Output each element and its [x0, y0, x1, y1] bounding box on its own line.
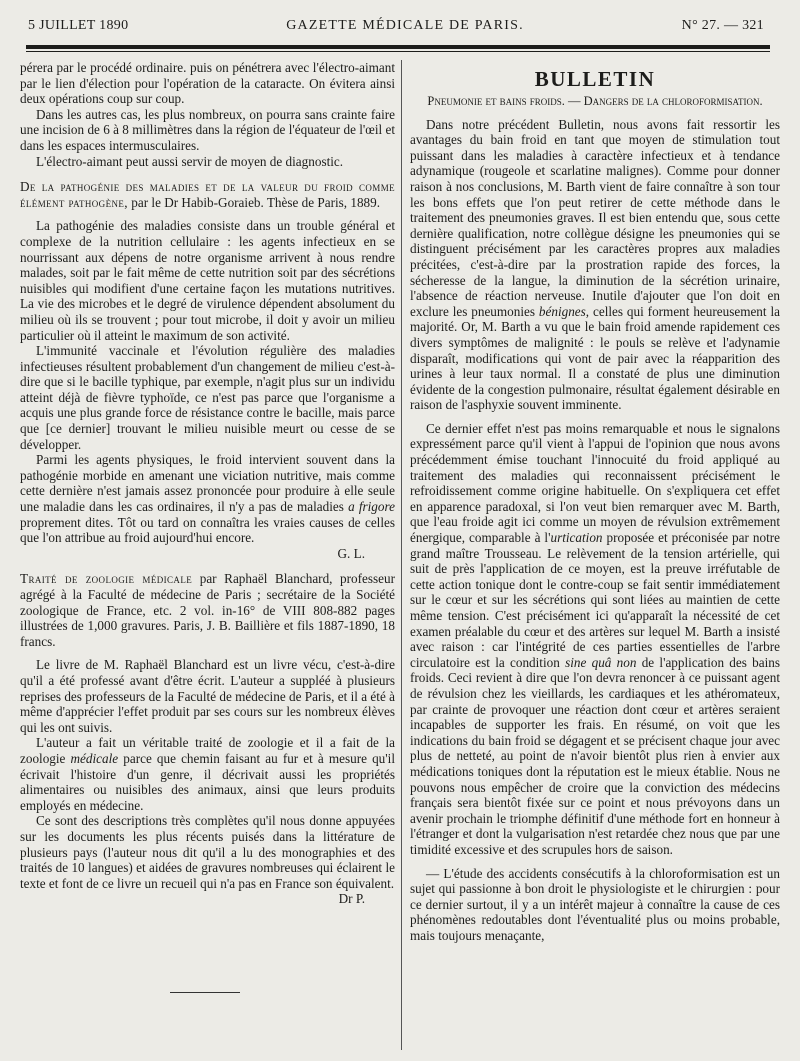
review-title: Traité de zoologie médicale: [20, 571, 193, 587]
italic-term: bénignes: [538, 303, 586, 319]
review-heading: [20, 571, 395, 649]
text-run: proprement dites. Tôt ou tard on connaîtra les vraies causes de celles que l'on attribue au froid aujourd'hui encore.: [20, 514, 395, 546]
end-rule: [170, 992, 240, 993]
page-header: [28, 18, 764, 42]
paragraph: [410, 117, 780, 413]
text-run: de l'application des bains froids. Ceci revient à dire que l'on devra renoncer à ce puissant agent de révulsion chez les vieillards, les cardiaques et les athéromateux, par crainte de provoquer une réaction dont cœur et artères seraient incapables de supporter les frais. En résumé, on voit que les indications du bain froid se dégagent et se précisent chaque jour avec plus de netteté, au point de n'avoir bientôt plus rien à envier aux médications toniques dont la réputation est le mieux établie. Nous ne pouvons nous empêcher de croire que la conviction des médecins français sera bientôt fixée sur ce point et nous prévoyons dans un avenir prochain le triomphe définitif d'une méthode fort en honneur à l'étranger et dont la vulgarisation n'est retardée chez nous que par une timidité excessive et des scrupules hors de saison.: [410, 654, 780, 857]
journal-title: GAZETTE MÉDICALE DE PARIS.: [286, 18, 524, 33]
text-run: parce que chemin faisant au fur et à mesure qu'il écrivait l'histoire d'un genre, il décrivait aussi les propriétés alimentaires ou nuisibles des animaux, ainsi que leurs produits employés en médecine.: [20, 750, 395, 813]
paragraph: [410, 421, 780, 858]
column-divider: [401, 60, 402, 1050]
italic-term: a frigore: [348, 499, 395, 515]
signature: G. L.: [337, 545, 365, 561]
paragraph: La pathogénie des maladies consiste dans un trouble général et complexe de la nutrition cellulaire : les agents infectieux en se nourrissant aux dépens de notre organisme arrivent à nous rendre malades, soit par le fait même de cette nutrition soit par des sécrétions nuisibles qui modifient d'une certaine façon les mutations nutritives. La vie des microbes et le degré de virulence dépendent absolument du milieu où ils se trouvent ; pour tout microbe, il doit y avoir un milieu particulier où il atteint le maximum de son activité.: [20, 218, 395, 343]
page-number: N° 27. — 321: [681, 18, 764, 33]
paragraph: Dans les autres cas, les plus nombreux, on pourra sans crainte faire une incision de 6 à 8 millimètres dans la région de l'équateur de l'œil et dans les espaces intermusculaires.: [20, 106, 395, 153]
issue-date: 5 JUILLET 1890: [28, 18, 129, 33]
text-run: Dans notre précédent Bulletin, nous avons fait ressortir les avantages du bain froid en tant que moyen de stimulation tout puissant dans les maladies à caractère infectieux et à tendance adynamique (rougeole et scarlatine malignes). Comme pour donner raison à nos conclusions, M. Barth vient de faire connaître à son tour les bons effets que l'on peut retirer de cette méthode dans le traitement des pneumonies graves. Il est bien entendu que, sous cette dernière qualification, notre collègue désigne les pneumonies qui se distinguent précisément par les caractères propres aux maladies précitées, c'est-à-dire par la prostration rapide des forces, la sécheresse de la langue, la diminution de la sécrétion urinaire, l'absence de réaction nerveuse. Inutile d'ajouter que l'on doit en exclure les pneumonies: [410, 116, 780, 319]
header-thin-rule: [26, 51, 770, 52]
text-run: L'auteur a fait un véritable traité de zoologie et il a fait de la zoologie: [20, 735, 395, 766]
signature: Dr P.: [338, 891, 365, 907]
review-citation: par le Dr Habib-Goraieb. Thèse de Paris, 1889.: [127, 194, 381, 210]
paragraph: Ce sont des descriptions très complètes qu'il nous donne appuyées sur les documents les plus récents puisés dans la littérature de plusieurs pays (l'auteur nous dit qu'il a lu des monographies et des traités de 10 langues) et aidées de gravures nombreuses qui éclairent le texte et font de ce livre un recueil qui n'a pas en France son équivalent.: [20, 813, 395, 891]
header-thick-rule: [26, 45, 770, 49]
bulletin-subheading: Pneumonie et bains froids. — Dangers de la chloroformisation.: [427, 93, 763, 108]
paragraph: L'électro-aimant peut aussi servir de moyen de diagnostic.: [36, 153, 344, 169]
left-column: [20, 60, 395, 907]
bulletin-heading: BULLETIN: [534, 67, 656, 91]
paragraph: L'immunité vaccinale et l'évolution régulière des maladies infectieuses résultent probablement d'un changement de milieu c'est-à-dire que si le bacille typhique, par exemple, n'agit plus sur un individu atteint déjà de fièvre typhoïde, ce n'est pas parce que l'organisme a acquis une plus grande force de résistance contre le bacille, mais parce que [ce dernier] trouvant le milieu nuisible meurt ou cesse de se développer.: [20, 343, 395, 452]
review-title: De la pathogénie des maladies et de la valeur du froid comme élément pathogène,: [20, 179, 395, 210]
italic-term: sine quâ non: [565, 654, 637, 670]
paragraph: [20, 452, 395, 546]
review-citation: par Raphaël Blanchard, professeur agrégé à la Faculté de médecine de Paris ; secrétaire de la Société zoologique de France, etc. 2 vol. in-16° de VIII 808-882 pages illustrées de 1,000 gravures. Paris, J. B. Baillière et fils 1887-1890, 18 francs.: [20, 571, 395, 649]
paragraph: — L'étude des accidents consécutifs à la chloroformisation est un sujet qui passionne à bon droit le physiologiste et le chirurgien : pour ce dernier surtout, il y a un intérêt majeur à connaître la cause de ces phénomènes redoutables dont l'éventualité plus ou moins probable, mais toujours menaçante,: [410, 865, 780, 943]
italic-term: urtication: [550, 530, 603, 546]
italic-term: médicale: [70, 750, 119, 766]
text-run: Parmi les agents physiques, le froid intervient souvent dans la pathogénie morbide en amenant une viciation nutritive, mais comme cette dernière n'est jamais assez prononcée pour produire à elle seule une maladie dans les cas ordinaires, il n'y a pas de maladies: [20, 452, 395, 515]
text-run: proposée et préconisée par notre grand maître Trousseau. Le relèvement de la tension artérielle, qui suit de près l'application de ce moyen, est la preuve irréfutable de cette action tonique dont le contre-coup se fait sentir immédiatement sur le cœur et sur les sécrétions qui sont liées au maintien de cette même tension. C'est précisément ici qu'apparaît la nécessité de cet examen préalable du cœur et des artères sur lequel M. Barth a insisté avec raison : car l'intégrité de ces parties essentielles de l'arbre circulatoire est la condition: [410, 530, 780, 670]
text-run: Ce dernier effet n'est pas moins remarquable et nous le signalons expressément parce qu'il vient à l'appui de l'opinion que nous avons précédemment émise touchant l'innocuité du froid appliqué au traitement des maladies qui reconnaissent précisément le refroidissement comme origine habituelle. On s'expliquera cet effet en apparence paradoxal, si l'on veut bien remarquer avec M. Barth, que l'eau froide agit ici comme un moyen de révulsion extrêmement énergique, comparable à l': [410, 420, 780, 546]
paragraph: pérera par le procédé ordinaire. puis on pénétrera avec l'électro-aimant par le lien d'élection pour l'opération de la cataracte. On évitera ainsi deux opérations coup sur coup.: [20, 60, 395, 107]
right-column: [410, 60, 780, 943]
text-run: , celles qui forment heureusement la majorité. Or, M. Barth a vu que le bain froid amende rapidement ces divers symptômes de malignité : le pouls se relève et l'adynamie disparaît, modifications qui vont de pair avec la réapparition des urines à leur taux normal. Il a constaté de plus une diminution évidente de la congestion pulmonaire, résultat également désirable en raison de l'asphyxie souvent imminente.: [410, 303, 780, 413]
review-heading: [20, 179, 395, 210]
paragraph: Le livre de M. Raphaël Blanchard est un livre vécu, c'est-à-dire qu'il a été professé avant d'être écrit. L'auteur a suppléé à plusieurs reprises des professeurs de la Faculté de médecine de Paris, et il a été à même d'apprécier l'effet produit par ses cours sur les nombreux élèves qui les ont suivis.: [20, 657, 395, 735]
paragraph: [20, 735, 395, 813]
